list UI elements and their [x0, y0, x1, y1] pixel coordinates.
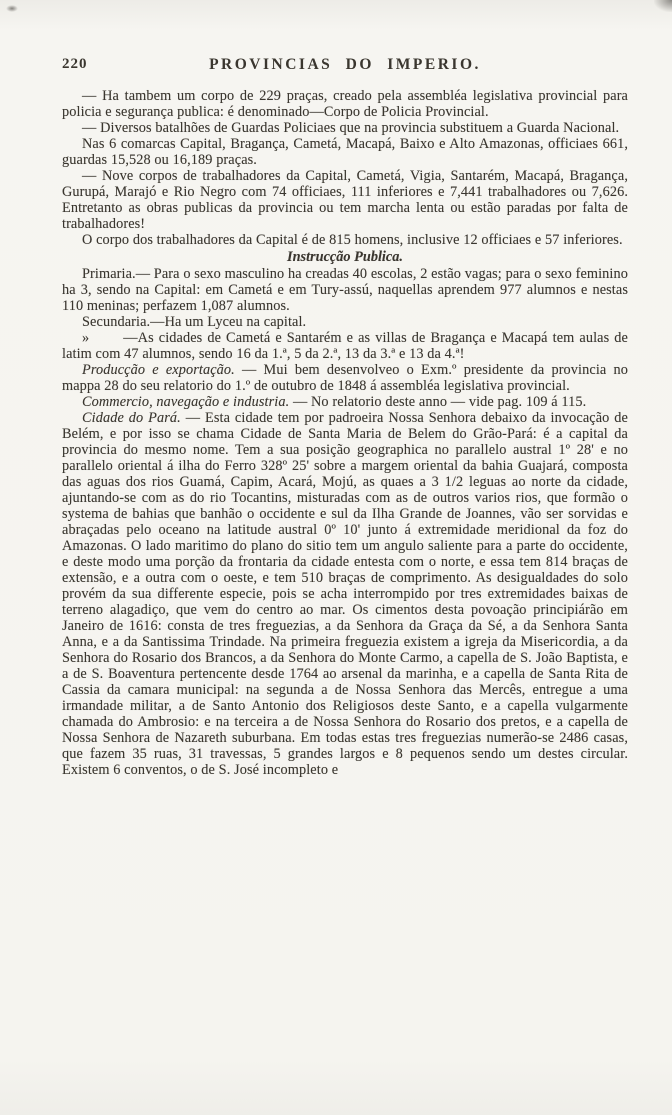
paragraph-producao-lead: Producção e exportação. — [82, 362, 235, 378]
paragraph-nove-corpos: — Nove corpos de trabalhadores da Capital, Cametá, Vigia, Santarém, Macapá, Bragança, Gurupá, Marajó e Rio Negro com 74 officiaes, 111 inferiores e 7,441 trabalhadores ou 7,626. Entretanto as obras publicas da provincia ou tem marcha lenta ou estão paradas por falta de trabalhadores! — [62, 168, 628, 232]
paragraph-producao-rest: — Mui bem desenvolveo o Exm.º presidente da provincia no mappa 28 do seu relatorio do 1.º de outubro de 1848 á assembléa legislativa provincial. — [62, 362, 628, 394]
paragraph-commercio-lead: Commercio, navegação e industria. — [82, 394, 290, 410]
paragraph-latim — [62, 330, 628, 362]
paragraph-latim-text: —As cidades de Cametá e Santarém e as villas de Bragança e Macapá tem aulas de latim com 47 alumnos, sendo 16 da 1.ª, 5 da 2.ª, 13 da 3.ª e 13 da 4.ª! — [62, 330, 628, 362]
paragraph-cidade-lead: Cidade do Pará. — [82, 410, 181, 426]
paragraph-batalhoes: — Diversos batalhões de Guardas Policiaes que na provincia substituem a Guarda Nacional. — [82, 120, 620, 136]
paragraph-corpo-capital: O corpo dos trabalhadores da Capital é de 815 homens, inclusive 12 officiaes e 57 inferiores. — [82, 232, 623, 248]
paragraph-commercio — [62, 394, 628, 410]
page-body — [62, 88, 628, 778]
ditto-mark: » — [82, 330, 90, 346]
paragraph-comarcas: Nas 6 comarcas Capital, Bragança, Cametá, Macapá, Baixo e Alto Amazonas, officiaes 661, guardas 15,528 ou 16,189 praças. — [62, 136, 628, 168]
paragraph-primaria: Primaria.— Para o sexo masculino ha creadas 40 escolas, 2 estão vagas; para o sexo feminino ha 3, sendo na Capital: em Cametá e em Tury-assú, naquellas aprendem 977 alumnos e nestas 110 meninas; perfazem 1,087 alumnos. — [62, 266, 628, 314]
paragraph-commercio-rest: — No relatorio deste anno — vide pag. 109 á 115. — [289, 394, 587, 410]
section-heading-instruccao-publica: Instrucção Publica. — [287, 249, 403, 265]
paragraph-cidade-rest: — Esta cidade tem por padroeira Nossa Senhora debaixo da invocação de Belém, e por isso se chama Cidade de Santa Maria de Belem do Grão-Pará: é a capital da provincia do mesmo nome. Tem a sua posição geographica no parallelo austral 1º 28' e no parallelo oriental á ilha do Ferro 328º 25' sobre a margem oriental da bahia Guajará, composta das aguas dos rios Guamá, Capim, Acará, Mojú, as quaes a 3 1/2 leguas ao norte da cidade, ajuntando-se com as do rio Tocantins, misturadas com as de outros varios rios, que formão o systema de bahias que banhão o occidente e sul da Ilha Grande de Joannes, vão ser sorvidas e abraçadas pelo oceano na latitude austral 0º 10' junto á extremidade meridional da foz do Amazonas. O lado maritimo do plano do sitio tem um angulo saliente para a parte do occidente, e deste modo uma porção da frontaria da cidade entesta com o norte, e essa tem 814 braças de extensão, e a outra com o oeste, e tem 510 braças de comprimento. As desigualdades do solo provém da sua differente especie, pois se acha interrompido por tres extremidades baixas de terreno alagadiço, que vem do centro ao mar. Os cimentos desta povoação principiárão em Janeiro de 1616: consta de tres freguezias, a da Senhora da Graça da Sé, a da Senhora Santa Anna, e a da Santissima Trindade. Na primeira freguezia existem a igreja da Misericordia, a da Senhora do Rosario dos Brancos, a da Senhora do Monte Carmo, a capella de S. João Baptista, e a de S. Boaventura pertencente desde 1764 ao arsenal da marinha, e a capella de Santa Rita de Cassia da camara municipal: na segunda a de Nossa Senhora das Mercês, entregue a uma irmandade militar, a de Santo Antonio dos Religiosos deste Santo, e a capella vulgarmente chamada do Ambrosio: e na terceira a de Nossa Senhora do Rosario dos pretos, e a capella de Nossa Senhora de Nazareth suburbana. Em todas estas tres freguezias numerão-se 2486 casas, que fazem 35 ruas, 31 travessas, 5 grandes largos e 8 pequenos sendo um destes circular. Existem 6 conventos, o de S. José incompleto e — [62, 410, 628, 778]
paragraph-policia: — Ha tambem um corpo de 229 praças, creado pela assembléa legislativa provincial para policia e segurança publica: é denominado—Corpo de Policia Provincial. — [62, 88, 628, 120]
page-number: 220 — [62, 56, 88, 72]
paragraph-cidade-do-para — [62, 410, 628, 778]
running-title: PROVINCIAS DO IMPERIO. — [209, 56, 481, 73]
page-header — [62, 56, 628, 80]
paragraph-producao — [62, 362, 628, 394]
paragraph-secundaria: Secundaria.—Ha um Lyceu na capital. — [82, 314, 307, 330]
